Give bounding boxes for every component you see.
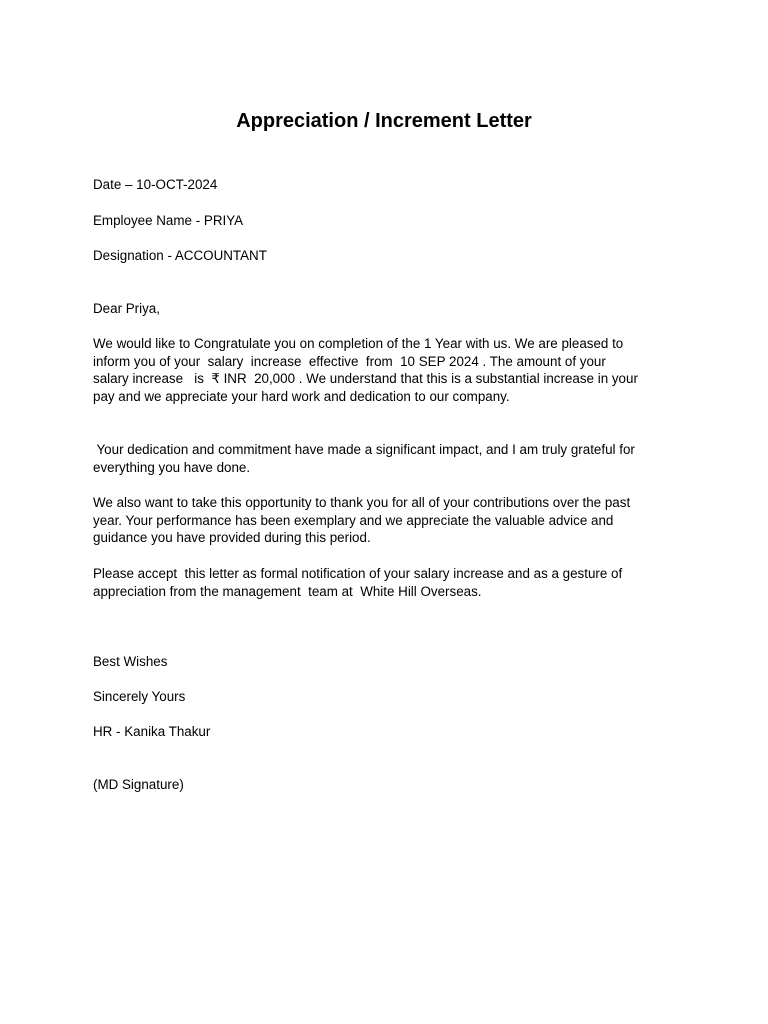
- closing-best-wishes: Best Wishes: [93, 654, 168, 669]
- paragraph-line: appreciation from the management team at White Hill Overseas.: [93, 583, 482, 599]
- paragraph-congratulation: [93, 335, 683, 406]
- paragraph-dedication: [93, 441, 683, 476]
- paragraph-line: We would like to Congratulate you on completion of the 1 Year with us. We are pleased to: [93, 336, 624, 351]
- paragraph-line: inform you of your salary increase effective from 10 SEP 2024 . The amount of your: [93, 353, 606, 369]
- letter-title: Appreciation / Increment Letter: [236, 110, 532, 132]
- paragraph-line: Your dedication and commitment have made a significant impact, and I am truly grateful for: [93, 442, 635, 457]
- signature-placeholder: (MD Signature): [93, 777, 184, 792]
- paragraph-line: Please accept this letter as formal notification of your salary increase and as a gesture of: [93, 566, 623, 581]
- paragraph-line: We also want to take this opportunity to thank you for all of your contributions over the past: [93, 495, 631, 510]
- paragraph-thanks: [93, 494, 683, 547]
- date-line: Date – 10-OCT-2024: [93, 177, 218, 192]
- paragraph-line: everything you have done.: [93, 459, 251, 475]
- closing-hr-name: HR - Kanika Thakur: [93, 724, 211, 739]
- salutation: Dear Priya,: [93, 301, 160, 316]
- paragraph-line: year. Your performance has been exemplary and we appreciate the valuable advice and: [93, 512, 614, 528]
- paragraph-notification: [93, 565, 683, 600]
- paragraph-line: salary increase is ₹ INR 20,000 . We understand that this is a substantial increase in your: [93, 371, 638, 387]
- employee-name-line: Employee Name - PRIYA: [93, 213, 244, 228]
- paragraph-line: pay and we appreciate your hard work and dedication to our company.: [93, 389, 510, 405]
- paragraph-line: guidance you have provided during this period.: [93, 530, 371, 546]
- designation-line: Designation - ACCOUNTANT: [93, 248, 267, 263]
- closing-sincerely: Sincerely Yours: [93, 689, 186, 704]
